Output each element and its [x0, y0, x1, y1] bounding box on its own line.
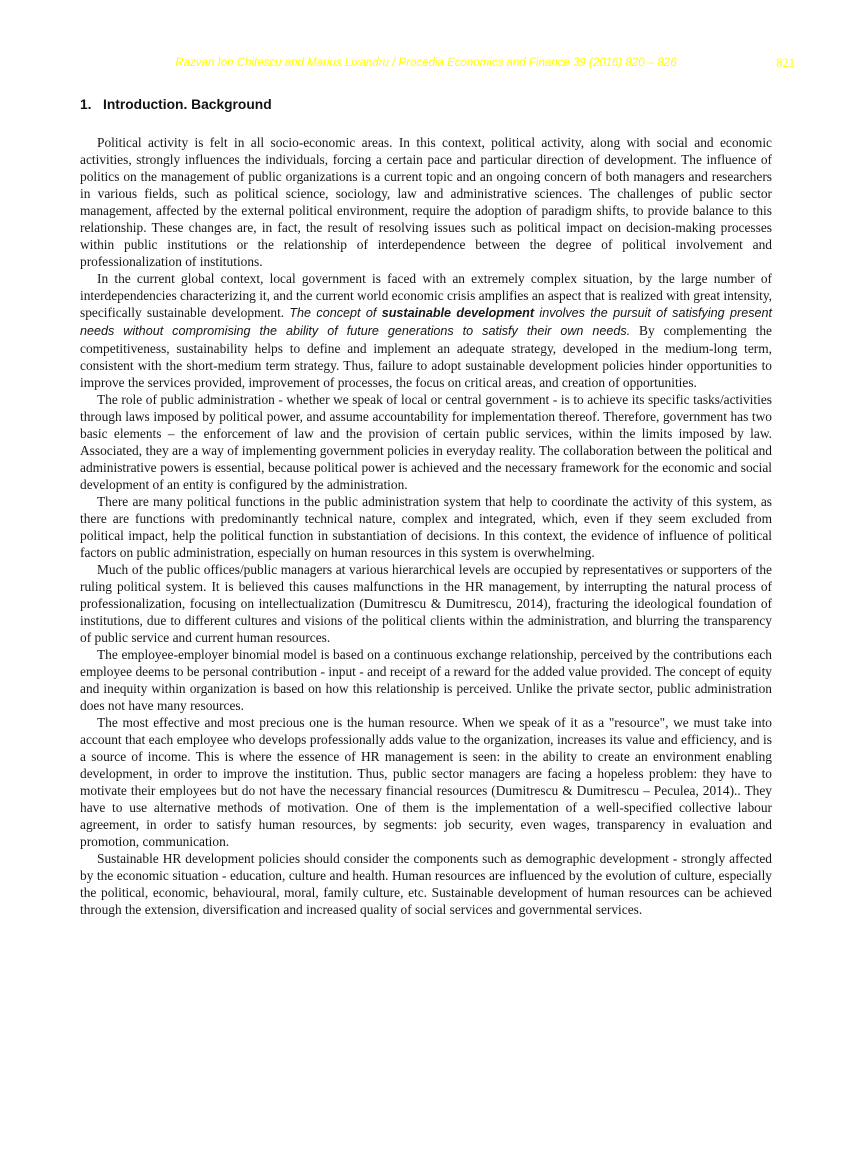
paragraph-text: In the current global context, local government is faced with an extremely complex situation, by the large number of interdependencies characterizing it, and the current world economic crisis amplifies an aspect that is realized with great intensity, specifically sustainable development. [80, 271, 772, 320]
emphasis-text: involves the pursuit of satisfying present needs without compromising the ability of future generations to satisfy their own needs. [80, 306, 773, 338]
paragraph-text: Much of the public offices/public managers at various hierarchical levels are occupied by representatives or supporters of the ruling political system. It is believed this causes malfunctions in the HR management, by interrupting the natural process of professionalization, focusing on intellectualization (Dumitrescu & Dumitrescu, 2014), fracturing the ideological foundation of institutions, due to different cultures and visions of the political clients within the administration, and blurring the transparency of public service and current human resources. [80, 562, 772, 645]
paragraph-text: Sustainable HR development policies should consider the components such as demographic development - strongly affected by the economic situation - education, culture and health. Human resources are influenced by the evolution of culture, especially the political, economic, behavioural, moral, family culture, etc. Sustainable development of human resources can be achieved through the extension, diversification and increased quality of social services and governmental services. [80, 851, 772, 917]
paragraph [80, 646, 772, 714]
paragraph-text: The role of public administration - whether we speak of local or central government - is to achieve its specific tasks/activities through laws imposed by political power, and assume accountability for implementation thereof. Therefore, government has two basic elements – the enforcement of law and the provision of certain public services, within the limits imposed by law. Associated, they are a way of implementing government policies in everyday reality. The collaboration between the political and administrative powers is essential, because political power is achieved and the necessary framework for the economic and social development of an entity is configured by the administration. [80, 392, 772, 492]
page-body [80, 97, 772, 918]
paragraph [80, 561, 772, 646]
paragraph [80, 850, 772, 918]
paragraph [80, 714, 772, 850]
section-title: Introduction. Background [103, 97, 272, 112]
paragraph [80, 270, 772, 391]
paragraph [80, 134, 772, 270]
paragraph [80, 391, 772, 493]
section-number: 1. [80, 97, 92, 112]
paragraph-text: By complementing the competitiveness, sustainability helps to define and implement an adequate strategy, developed in the medium-long term, consistent with the short-medium term strategy. Thus, failure to adopt sustainable development policies hinder opportunities to improve the services provided, improvement of processes, the focus on critical areas, and creation of opportunities. [80, 323, 772, 390]
paragraph-text: Political activity is felt in all socio-economic areas. In this context, political activity, along with social and economic activities, strongly influences the individuals, forcing a certain pace and particular direction of development. The influence of politics on the management of public organizations is a current topic and an ongoing concern of both managers and researchers in various fields, such as political science, sociology, law and administrative sciences. The challenges of public sector management, affected by the external political environment, require the adoption of paradigm shifts, to provide balance to this relationship. These changes are, in fact, the result of resolving issues such as political impact on decision-making processes within public institutions or the relationship of interdependence between the degree of political involvement and professionalization of institutions. [80, 135, 772, 269]
paragraph-text: The most effective and most precious one is the human resource. When we speak of it as a "resource", we must take into account that each employee who develops professionally adds value to the organization, increases its value and efficiency, and is a source of income. This is where the essence of HR management is seen: in the ability to create an environment enabling development, in order to improve the institution. Thus, public sector managers are facing a hopeless problem: they have to motivate their employees but do not have the necessary financial resources (Dumitrescu & Dumitrescu – Peculea, 2014).. They have to use alternative methods of motivation. One of them is the implementation of a well-specified collective labour agreement, in order to satisfy human resources, by segments: job security, even wages, transparency in evaluation and promotion, communication. [80, 715, 772, 849]
bold-emphasis-text: sustainable development [381, 306, 535, 320]
paragraph-text: There are many political functions in the public administration system that help to coordinate the activity of this system, as there are functions with predominantly technical nature, complex and integrated, which, even if they seem excluded from political impact, help the political function in substantiation of decisions. In this context, the evidence of influence of political factors on public administration, especially on human resources in this system is overwhelming. [80, 494, 772, 560]
running-head-citation: Razvan Ion Chitescu and Marius Lixandru / Procedia Economics and Finance 39 (2016) 820 – 826 [175, 57, 677, 69]
paragraph-text: The employee-employer binomial model is based on a continuous exchange relationship, perceived by the contributions each employee deems to be personal contribution - input - and receipt of a reward for the added value provided. The concept of equity and inequity within organization is based on how this relationship is perceived. Unlike the private sector, public administration does not have many resources. [80, 647, 772, 713]
emphasis-text: The concept of [289, 306, 382, 320]
section-heading [80, 97, 772, 112]
page-number: 821 [776, 56, 795, 70]
paragraph [80, 493, 772, 561]
